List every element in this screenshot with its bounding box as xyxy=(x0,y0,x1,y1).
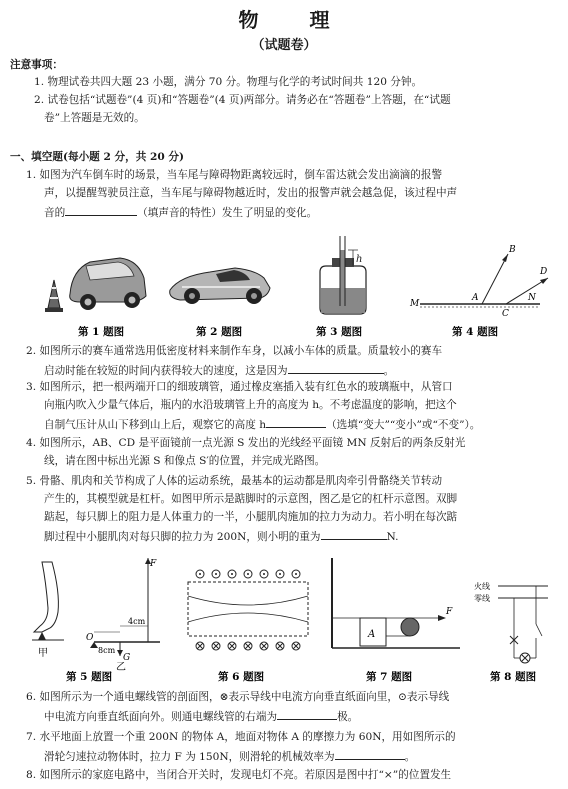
q7-text-a: 滑轮匀速拉动物体时，拉力 F 为 150N，则滑轮的机械效率为 xyxy=(44,751,335,763)
q1-answer-blank[interactable] xyxy=(65,204,137,216)
q5-text-a: 脚过程中小腿肌肉对每只脚的拉力为 200N，则小明的重为 xyxy=(44,531,321,543)
fig5-label-F: F xyxy=(150,559,157,569)
caption-fig3: 第 3 题图 xyxy=(316,326,363,338)
fig5-label-O: O xyxy=(86,633,94,643)
q4-line2: 线，请在图中标出光源 S 和像点 S′的位置，并完成光路图。 xyxy=(44,455,326,467)
q7-text-b: 。 xyxy=(404,751,416,763)
q3-text-b: （选填“变大”“变小”或“不变”）。 xyxy=(326,419,481,431)
q3-line2: 向瓶内吹入少量气体后，瓶内的水沿玻璃管上升的高度为 h。不考虑温度的影响，把这个 xyxy=(44,399,457,411)
fig4-label-A: A xyxy=(472,293,479,303)
q3-answer-blank[interactable] xyxy=(266,416,326,428)
fig4-mirror-diagram xyxy=(409,245,548,319)
notice-heading: 注意事项： xyxy=(10,59,63,71)
q5-line3: 踮起，每只脚上的阻力是人体重力的一半，小腿肌肉施加的拉力为动力。若小明在每次踮 xyxy=(44,511,458,523)
q3-line1: 3. 如图所示，把一根两端开口的细玻璃管，通过橡皮塞插入装有红色水的玻璃瓶中，从管口 xyxy=(26,381,453,393)
page-subtitle: （试题卷） xyxy=(251,38,317,53)
caption-fig2: 第 2 题图 xyxy=(196,326,243,338)
q5-answer-blank[interactable] xyxy=(321,528,387,540)
fig6-bottom-row-in xyxy=(196,642,300,650)
fig5-label-4cm: 4cm xyxy=(128,617,146,626)
q8-line1: 8. 如图所示的家庭电路中，当闭合开关时，发现电灯不亮。若原因是图中打“×”的位置发生 xyxy=(26,769,452,781)
caption-fig6: 第 6 题图 xyxy=(218,671,265,683)
fig3-barometer-bottle xyxy=(320,236,366,314)
fig4-label-N: N xyxy=(528,293,536,303)
q1-line2: 声，以提醒驾驶员注意，当车尾与障碍物越近时，发出的报警声就会越急促，该过程中声 xyxy=(44,187,458,199)
caption-fig5: 第 5 题图 xyxy=(66,671,113,683)
q2-text-a: 启动时能在较短的时间内获得较大的速度，这是因为 xyxy=(44,365,288,377)
q5-line1: 5. 骨骼、肌肉和关节构成了人体的运动系统，最基本的运动都是肌肉牵引骨骼绕关节转动 xyxy=(26,475,443,487)
q6-answer-blank[interactable] xyxy=(277,708,337,720)
q6-text-b: 极。 xyxy=(337,711,359,723)
fig4-label-M: M xyxy=(410,299,420,309)
q2-answer-blank[interactable] xyxy=(288,362,384,374)
q3-line3 xyxy=(44,416,558,433)
fig5-label-jia: 甲 xyxy=(38,648,48,659)
q1-line1: 1. 如图为汽车倒车时的场景，当车尾与障碍物距离较远时，倒车雷达就会发出滴滴的报警 xyxy=(26,169,443,181)
fig6-top-row-out xyxy=(196,570,300,578)
q3-text-a: 自制气压计从山下移到山上后，观察它的高度 h xyxy=(44,419,267,431)
fig4-label-D: D xyxy=(540,267,548,277)
figure-row-1 xyxy=(20,232,550,342)
fig7-pulley-diagram xyxy=(332,558,460,648)
caption-fig8: 第 8 题图 xyxy=(490,671,537,683)
fig8-label-neutral: 零线 xyxy=(474,594,490,603)
fig5-label-G: G xyxy=(123,653,131,663)
fig3-label-h: h xyxy=(356,254,363,265)
q2-text-b: 。 xyxy=(383,365,395,377)
section-heading: 一、填空题(每小题 2 分，共 20 分) xyxy=(10,151,185,163)
q7-line2 xyxy=(44,748,558,765)
caption-fig1: 第 1 题图 xyxy=(78,326,125,338)
q5-text-b: N. xyxy=(386,531,399,543)
q4-line1: 4. 如图所示，AB、CD 是平面镜前一点光源 S 发出的光线经平面镜 MN 反射后的两条反射光 xyxy=(26,437,466,449)
notice-item-2: 2. 试卷包括“试题卷”(4 页)和“答题卷”(4 页)两部分。请务必在“答题卷”上答题，在“试题 xyxy=(34,94,451,106)
q6-line2 xyxy=(44,708,558,725)
page-title: 物 理 xyxy=(238,8,352,32)
notice-item-2-cont: 卷”上答题是无效的。 xyxy=(44,112,145,124)
fig4-label-C: C xyxy=(502,309,509,319)
q1-text-b: （填声音的特性）发生了明显的变化。 xyxy=(137,207,318,219)
fig4-label-B: B xyxy=(509,245,516,255)
q2-line1: 2. 如图所示的赛车通常选用低密度材料来制作车身，以减小车体的质量。质量较小的赛车 xyxy=(26,345,443,357)
q5-line4 xyxy=(44,528,558,545)
q5-line2: 产生的，其模型就是杠杆。如图甲所示是踮脚时的示意图，图乙是它的杠杆示意图。双脚 xyxy=(44,493,458,505)
caption-fig4: 第 4 题图 xyxy=(452,326,499,338)
fig5-foot-illustration xyxy=(32,562,64,659)
fig5-label-yi: 乙 xyxy=(116,662,126,673)
fig5-lever-diagram xyxy=(86,558,160,673)
fig1-car-illustration xyxy=(45,258,146,312)
q6-line1: 6. 如图所示为一个通电螺线管的剖面图，⊗表示导线中电流方向垂直纸面向里，⊙表示导线 xyxy=(26,691,450,703)
fig2-racecar-illustration xyxy=(170,268,270,304)
q1-line3 xyxy=(44,204,558,221)
q1-text-a: 音的 xyxy=(44,207,66,219)
fig7-label-A: A xyxy=(368,629,376,640)
q7-answer-blank[interactable] xyxy=(335,748,405,760)
q7-line1: 7. 水平地面上放置一个重 200N 的物体 A，地面对物体 A 的摩擦力为 60N，用如图所示的 xyxy=(26,731,456,743)
fig6-solenoid-diagram xyxy=(188,570,308,650)
fig8-label-live: 火线 xyxy=(474,582,490,591)
caption-fig7: 第 7 题图 xyxy=(366,671,413,683)
q2-line2 xyxy=(44,362,558,379)
fig8-circuit-diagram xyxy=(474,581,548,663)
notice-item-1: 1. 物理试卷共四大题 23 小题，满分 70 分。物理与化学的考试时间共 120 分钟。 xyxy=(34,76,423,88)
fig7-label-F: F xyxy=(446,607,453,617)
fig5-label-8cm: 8cm xyxy=(98,646,116,655)
q6-text-a: 中电流方向垂直纸面向外。则通电螺线管的右端为 xyxy=(44,711,278,723)
figure-row-2 xyxy=(20,552,550,684)
